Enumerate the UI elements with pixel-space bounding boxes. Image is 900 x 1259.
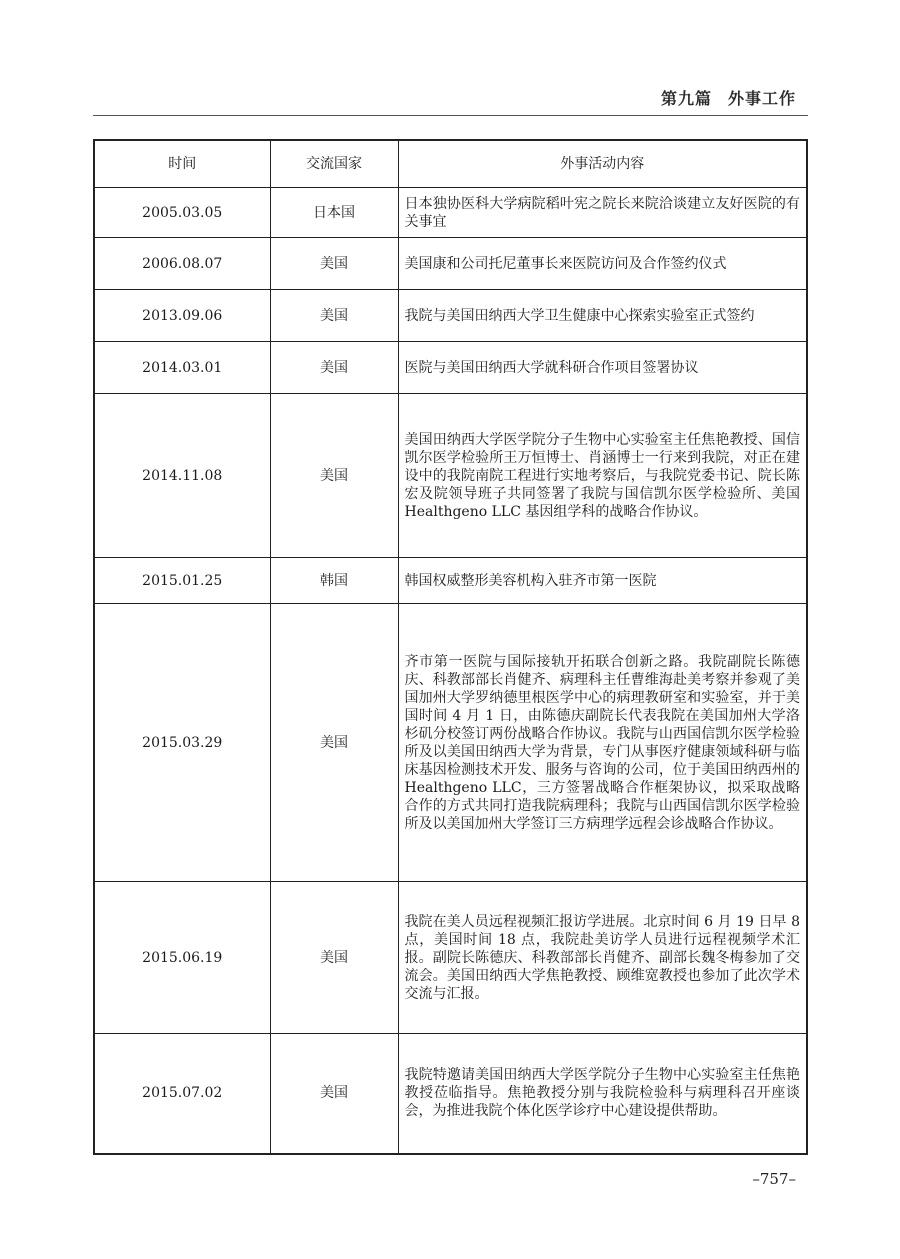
table-row [94, 238, 807, 290]
row-date: 2015.03.29 [94, 604, 270, 882]
table-header-row [94, 140, 807, 188]
row-country: 美国 [270, 1034, 398, 1154]
column-header-country: 交流国家 [270, 140, 398, 188]
row-content: 美国田纳西大学医学院分子生物中心实验室主任焦艳教授、国信凯尔医学检验所王万恒博士、肖涵博士一行来到我院，对正在建设中的我院南院工程进行实地考察后，与我院党委书记、院长陈宏及院领导班子共同签署了我院与国信凯尔医学检验所、美国 Healthgeno LLC 基因组学科的战略合作协议。 [398, 394, 807, 558]
column-header-content: 外事活动内容 [398, 140, 807, 188]
table-row [94, 290, 807, 342]
row-content: 我院特邀请美国田纳西大学医学院分子生物中心实验室主任焦艳教授莅临指导。焦艳教授分别与我院检验科与病理科召开座谈会，为推进我院个体化医学诊疗中心建设提供帮助。 [398, 1034, 807, 1154]
row-date: 2014.03.01 [94, 342, 270, 394]
row-date: 2015.07.02 [94, 1034, 270, 1154]
table-row [94, 342, 807, 394]
row-date: 2006.08.07 [94, 238, 270, 290]
row-country: 美国 [270, 604, 398, 882]
table-row [94, 188, 807, 238]
header-divider [93, 115, 808, 116]
row-country: 美国 [270, 342, 398, 394]
row-country: 美国 [270, 882, 398, 1034]
row-date: 2014.11.08 [94, 394, 270, 558]
row-date: 2005.03.05 [94, 188, 270, 238]
row-content: 韩国权威整形美容机构入驻齐市第一医院 [398, 558, 807, 604]
row-country: 韩国 [270, 558, 398, 604]
row-country: 日本国 [270, 188, 398, 238]
table-row [94, 604, 807, 882]
table-row [94, 882, 807, 1034]
table-row [94, 1034, 807, 1154]
foreign-affairs-table [93, 139, 808, 1155]
section-label: 第九篇 [660, 89, 712, 108]
row-date: 2013.09.06 [94, 290, 270, 342]
row-content: 齐市第一医院与国际接轨开拓联合创新之路。我院副院长陈德庆、科教部部长肖健齐、病理科主任曹维海赴美考察并参观了美国加州大学罗纳德里根医学中心的病理教研室和实验室，并于美国时间 4 月 1 日，由陈德庆副院长代表我院在美国加州大学洛杉矶分校签订两份战略合作协议。我院与山西国信凯尔医学检验所及以美国田纳西大学为背景，专门从事医疗健康领域科研与临床基因检测技术开发、服务与咨询的公司，位于美国田纳西州的 Healthgeno LLC，三方签署战略合作框架协议，拟采取战略合作的方式共同打造我院病理科；我院与山西国信凯尔医学检验所及以美国加州大学签订三方病理学远程会诊战略合作协议。 [398, 604, 807, 882]
page-number: –757– [752, 1170, 796, 1188]
column-header-date: 时间 [94, 140, 270, 188]
row-date: 2015.06.19 [94, 882, 270, 1034]
row-country: 美国 [270, 394, 398, 558]
row-content: 美国康和公司托尼董事长来医院访问及合作签约仪式 [398, 238, 807, 290]
row-country: 美国 [270, 290, 398, 342]
table-row [94, 558, 807, 604]
chapter-title: 外事工作 [727, 89, 796, 108]
row-content: 我院与美国田纳西大学卫生健康中心探索实验室正式签约 [398, 290, 807, 342]
row-content: 医院与美国田纳西大学就科研合作项目签署协议 [398, 342, 807, 394]
row-content: 我院在美人员远程视频汇报访学进展。北京时间 6 月 19 日早 8 点，美国时间 18 点，我院赴美访学人员进行远程视频学术汇报。副院长陈德庆、科教部部长肖健齐、副部长魏冬梅参加了交流会。美国田纳西大学焦艳教授、顾维宽教授也参加了此次学术交流与汇报。 [398, 882, 807, 1034]
table-row [94, 394, 807, 558]
row-date: 2015.01.25 [94, 558, 270, 604]
running-header [661, 86, 796, 109]
row-content: 日本独协医科大学病院稻叶宪之院长来院洽谈建立友好医院的有关事宜 [398, 188, 807, 238]
row-country: 美国 [270, 238, 398, 290]
